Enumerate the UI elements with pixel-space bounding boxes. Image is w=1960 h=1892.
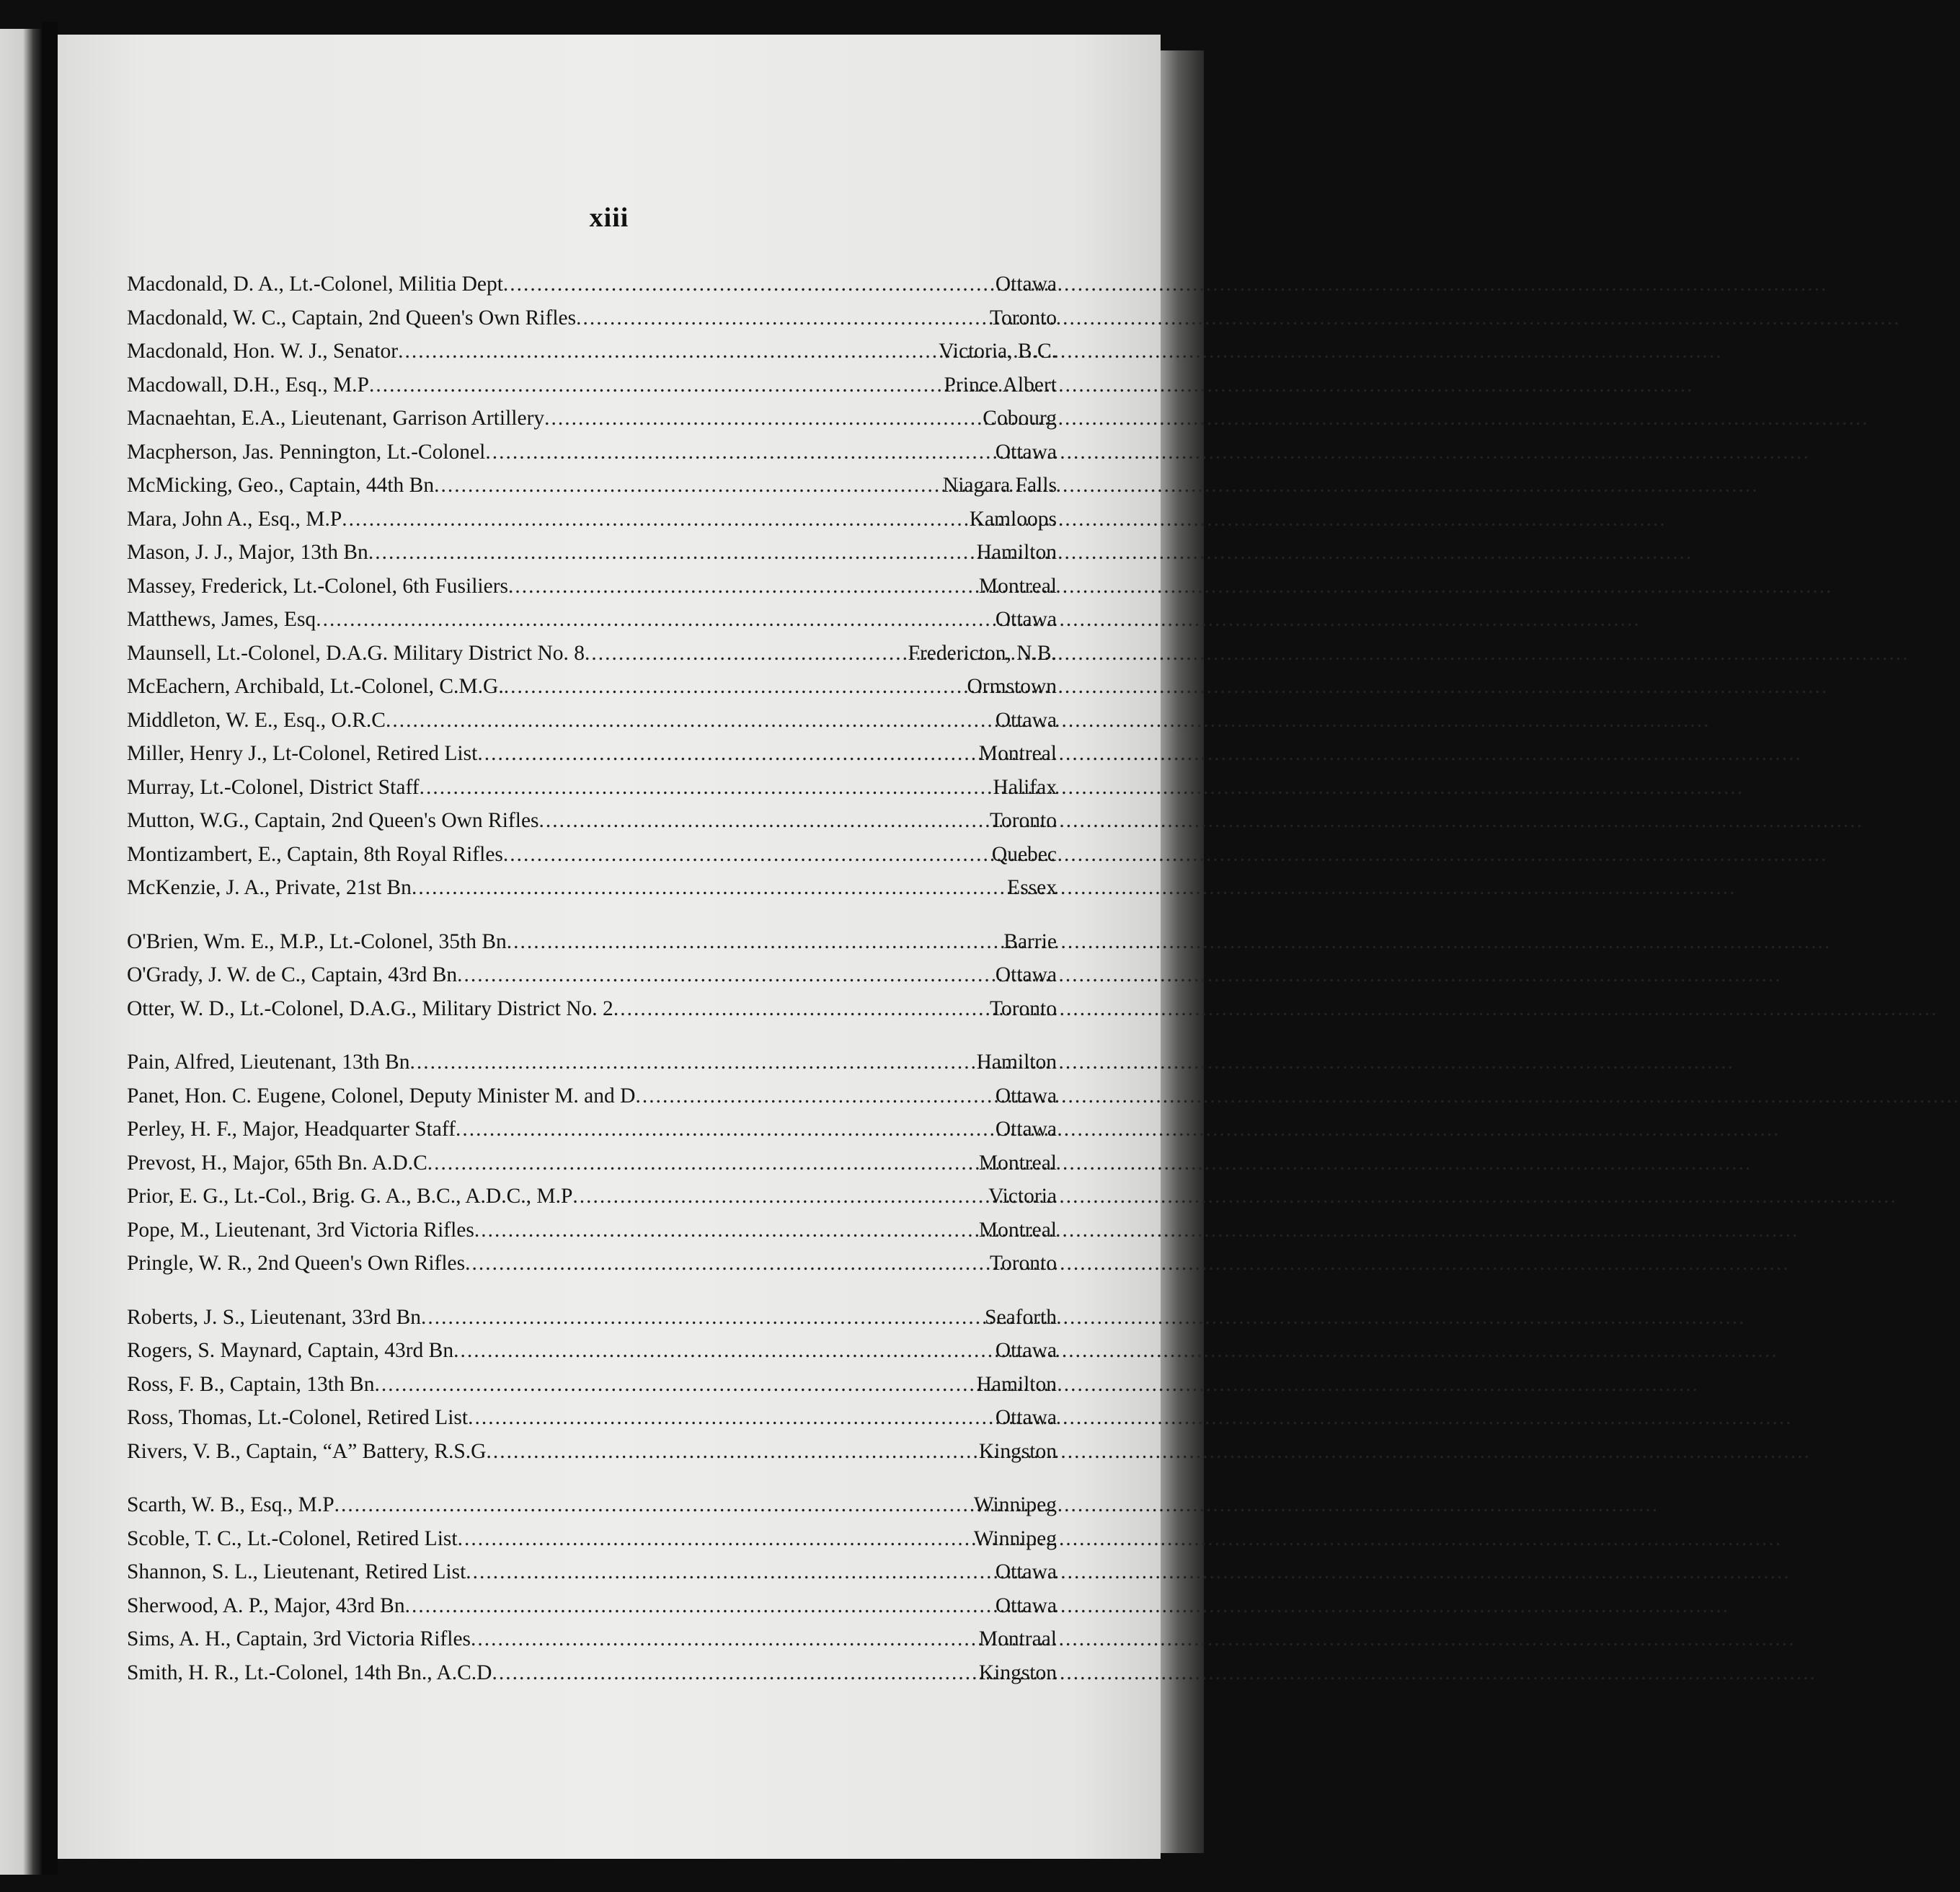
list-item [127,843,1057,877]
entry-name: Ross, F. B., Captain, 13th Bn [127,1372,375,1396]
dot-leader [539,809,988,833]
entry-place: Montreal [978,1151,1057,1175]
list-item [127,642,1057,676]
dot-leader [386,709,994,733]
entry-group [127,1306,1057,1474]
entry-place: Montreal [978,1218,1057,1242]
dot-leader [474,1219,977,1242]
entry-name: Pain, Alfred, Lieutenant, 13th Bn [127,1051,410,1074]
entry-place: Ottawa [995,1118,1057,1141]
entry-name: Middleton, W. E., Esq., O.R.C [127,708,386,732]
entry-place: Hamilton [976,541,1057,564]
dot-leader [466,1560,994,1584]
entry-name: Prevost, H., Major, 65th Bn. A.D.C [127,1151,427,1175]
entry-name: McMicking, Geo., Captain, 44th Bn [127,474,435,497]
entry-place: Ottawa [995,963,1057,986]
entry-name: Macpherson, Jas. Pennington, Lt.-Colonel [127,440,486,464]
entry-place: Winnipeg [973,1526,1057,1550]
entry-name: Murray, Lt.-Colonel, District Staff [127,775,420,799]
dot-leader [434,474,941,498]
entry-place: Prince Albert [944,373,1057,397]
entry-name: McKenzie, J. A., Private, 21st Bn [127,876,412,899]
list-item [127,407,1057,441]
dot-leader [471,1627,977,1651]
dot-leader [409,1051,975,1074]
entry-name: Miller, Henry J., Lt-Colonel, Retired List [127,742,478,765]
list-item [127,1661,1057,1695]
dot-leader [576,306,988,330]
dot-leader [375,1373,975,1397]
entry-place: Ottawa [995,608,1057,631]
entry-name: Sherwood, A. P., Major, 43rd Bn [127,1593,405,1617]
dot-leader [398,340,937,363]
entry-name: Roberts, J. S., Lieutenant, 33rd Bn [127,1305,422,1329]
list-item [127,1493,1057,1527]
entry-place: Kamloops [969,507,1057,531]
list-item [127,1406,1057,1440]
dot-leader [342,508,967,531]
list-item [127,441,1057,474]
entry-name: Macdonald, D. A., Lt.-Colonel, Militia Dept [127,273,503,296]
list-item [127,1219,1057,1252]
dot-leader [453,1339,994,1363]
entry-group [127,1051,1057,1286]
entry-name: Pope, M., Lieutenant, 3rd Victoria Rifles [127,1218,474,1242]
list-item [127,608,1057,642]
entry-name: Maunsell, Lt.-Colonel, D.A.G. Military District No. 8 [127,641,585,665]
name-list [127,273,1057,1694]
list-item [127,709,1057,743]
list-item [127,508,1057,541]
entry-group [127,1493,1057,1694]
dot-leader [507,930,1003,954]
entry-place: Ottawa [995,273,1057,296]
entry-place: Ottawa [995,1593,1057,1617]
list-item [127,575,1057,609]
dot-leader [508,575,977,598]
entry-group [127,930,1057,1031]
entry-name: Ross, Thomas, Lt.-Colonel, Retired List [127,1406,469,1429]
list-item [127,1440,1057,1474]
entry-name: Matthews, James, Esq [127,608,316,631]
entry-name: Macdonald, W. C., Captain, 2nd Queen's Own Rifles [127,306,577,330]
dot-leader [468,1406,994,1430]
dot-leader [572,1185,987,1208]
list-item [127,1151,1057,1185]
dot-leader [635,1084,993,1108]
dot-leader [369,373,943,397]
entry-name: Smith, H. R., Lt.-Colonel, 14th Bn., A.C.D [127,1661,492,1684]
dot-leader [457,963,994,987]
entry-name: Mason, J. J., Major, 13th Bn [127,541,368,564]
entry-place: Montreal [978,742,1057,765]
entry-place: Fredericton, N.B. [908,641,1057,665]
list-item [127,1252,1057,1286]
entry-place: Halifax [993,775,1057,799]
list-item [127,742,1057,776]
list-item [127,809,1057,843]
entry-group [127,273,1057,910]
entry-place: Barrie [1003,929,1057,953]
dot-leader [456,1118,994,1141]
entry-place: Hamilton [976,1051,1057,1074]
list-item [127,963,1057,997]
entry-name: Montizambert, E., Captain, 8th Royal Rifles [127,842,503,866]
dot-leader [465,1252,988,1276]
entry-place: Ottawa [995,1084,1057,1108]
dot-leader [405,1594,994,1618]
entry-place: Montraal [978,1627,1057,1650]
page-number: xiii [589,203,629,233]
dot-leader [420,776,992,800]
entry-name: Scoble, T. C., Lt.-Colonel, Retired List [127,1526,458,1550]
list-item [127,1527,1057,1561]
entry-place: Kingston [978,1439,1057,1463]
entry-place: Ormstown [967,675,1057,698]
list-item [127,541,1057,575]
entry-place: Ottawa [995,1560,1057,1583]
dot-leader [504,675,966,699]
dot-leader [485,441,993,464]
dot-leader [316,608,994,632]
dot-leader [486,1440,977,1464]
entry-name: Shannon, S. L., Lieutenant, Retired List [127,1560,466,1583]
dot-leader [613,997,988,1021]
entry-place: Toronto [990,1252,1057,1275]
dot-leader [544,407,981,430]
dot-leader [492,1661,977,1685]
dot-leader [334,1493,972,1517]
list-item [127,1373,1057,1407]
entry-name: Rogers, S. Maynard, Captain, 43rd Bn [127,1339,454,1362]
entry-place: Victoria [988,1185,1057,1208]
dot-leader [427,1151,977,1175]
book-page [58,35,1161,1859]
list-item [127,776,1057,810]
entry-place: Niagara Falls [942,474,1057,497]
entry-name: Macnaehtan, E.A., Lieutenant, Garrison Artillery [127,407,545,430]
entry-place: Ottawa [995,708,1057,732]
entry-place: Toronto [990,996,1057,1020]
entry-place: Cobourg [983,407,1057,430]
list-item [127,1051,1057,1084]
entry-name: Rivers, V. B., Captain, “A” Battery, R.S.G [127,1439,487,1463]
entry-name: Mara, John A., Esq., M.P [127,507,342,531]
entry-name: O'Brien, Wm. E., M.P., Lt.-Colonel, 35th Bn [127,929,507,953]
entry-place: Toronto [990,306,1057,330]
list-item [127,675,1057,709]
book-spine [42,22,58,1875]
entry-name: Sims, A. H., Captain, 3rd Victoria Rifles [127,1627,471,1650]
dot-leader [421,1306,983,1330]
dot-leader [585,642,907,666]
entry-name: Perley, H. F., Major, Headquarter Staff [127,1118,456,1141]
entry-place: Ottawa [995,1406,1057,1429]
list-item [127,1627,1057,1661]
entry-name: Panet, Hon. C. Eugene, Colonel, Deputy Minister M. and D [127,1084,636,1108]
entry-place: Quebec [991,842,1057,866]
list-item [127,1339,1057,1373]
entry-place: Hamilton [976,1372,1057,1396]
dot-leader [503,843,990,867]
entry-place: Ottawa [995,1339,1057,1362]
entry-name: Mutton, W.G., Captain, 2nd Queen's Own Rifles [127,809,539,832]
list-item [127,1560,1057,1594]
dot-leader [412,876,1006,900]
list-item [127,373,1057,407]
entry-place: Essex [1007,876,1057,899]
entry-name: Massey, Frederick, Lt.-Colonel, 6th Fusiliers [127,574,509,598]
entry-place: Kingston [978,1661,1057,1684]
list-item [127,340,1057,373]
list-item [127,876,1057,910]
entry-name: McEachern, Archibald, Lt.-Colonel, C.M.G. [127,675,504,698]
entry-place: Toronto [990,809,1057,832]
entry-name: Macdowall, D.H., Esq., M.P [127,373,369,397]
list-item [127,1185,1057,1219]
entry-name: Prior, E. G., Lt.-Col., Brig. G. A., B.C., A.D.C., M.P [127,1185,573,1208]
list-item [127,1594,1057,1628]
entry-place: Seaforth [985,1305,1057,1329]
list-item [127,930,1057,964]
dot-leader [503,273,994,296]
entry-place: Victoria, B.C. [939,340,1057,363]
list-item [127,474,1057,508]
list-item [127,306,1057,340]
list-item [127,997,1057,1031]
entry-name: Pringle, W. R., 2nd Queen's Own Rifles [127,1252,466,1275]
entry-name: Scarth, W. B., Esq., M.P [127,1493,334,1516]
list-item [127,273,1057,306]
entry-place: Ottawa [995,440,1057,464]
list-item [127,1118,1057,1151]
entry-place: Winnipeg [973,1493,1057,1516]
entry-name: O'Grady, J. W. de C., Captain, 43rd Bn [127,963,458,986]
entry-name: Otter, W. D., Lt.-Colonel, D.A.G., Military District No. 2 [127,996,613,1020]
dot-leader [368,541,975,565]
list-item [127,1084,1057,1118]
left-page-edge [0,29,42,1875]
list-item [127,1306,1057,1340]
entry-name: Macdonald, Hon. W. J., Senator [127,340,399,363]
entry-place: Montreal [978,574,1057,598]
dot-leader [458,1527,972,1551]
dot-leader [477,742,977,766]
